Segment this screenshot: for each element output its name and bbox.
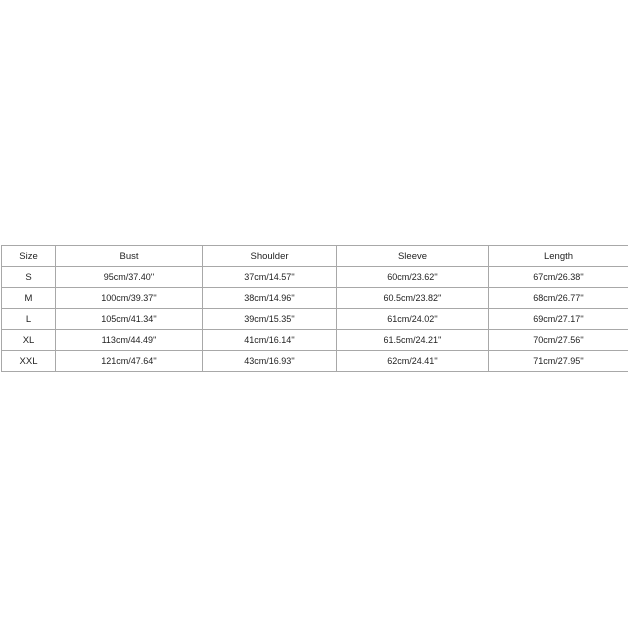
table-row [2, 330, 628, 351]
size-cell: S [2, 267, 56, 288]
bust-cell: 113cm/44.49'' [56, 330, 203, 351]
sleeve-cell: 60.5cm/23.82'' [337, 288, 489, 309]
bust-cell: 95cm/37.40'' [56, 267, 203, 288]
shoulder-cell: 43cm/16.93'' [203, 351, 337, 371]
header-bust: Bust [56, 246, 203, 267]
header-row [2, 246, 628, 267]
length-cell: 71cm/27.95'' [533, 356, 584, 366]
shoulder-cell: 38cm/14.96'' [203, 288, 337, 309]
size-cell: XL [2, 330, 56, 351]
table-row [2, 267, 628, 288]
shoulder-cell: 39cm/15.35'' [203, 309, 337, 330]
size-cell: L [2, 309, 56, 330]
size-cell: M [2, 288, 56, 309]
size-chart-table [1, 245, 628, 372]
bust-cell: 121cm/47.64'' [56, 351, 203, 371]
size-cell: XXL [2, 351, 56, 371]
table-row [2, 351, 628, 371]
table-row [2, 309, 628, 330]
shoulder-cell: 41cm/16.14'' [203, 330, 337, 351]
length-cell: 70cm/27.56'' [489, 330, 628, 351]
bust-cell: 100cm/39.37'' [56, 288, 203, 309]
length-cell: 68cm/26.77'' [489, 288, 628, 309]
shoulder-cell: 37cm/14.57'' [203, 267, 337, 288]
sleeve-cell: 61cm/24.02'' [337, 309, 489, 330]
bust-cell: 105cm/41.34'' [56, 309, 203, 330]
sleeve-cell: 62cm/24.41'' [337, 351, 489, 371]
table-row [2, 288, 628, 309]
length-cell: 69cm/27.17'' [489, 309, 628, 330]
header-size: Size [2, 246, 56, 267]
length-cell: 67cm/26.38'' [489, 267, 628, 288]
sleeve-cell: 60cm/23.62'' [337, 267, 489, 288]
header-sleeve: Sleeve [337, 246, 489, 267]
header-length: Length [489, 246, 628, 267]
sleeve-cell: 61.5cm/24.21'' [337, 330, 489, 351]
header-shoulder: Shoulder [203, 246, 337, 267]
